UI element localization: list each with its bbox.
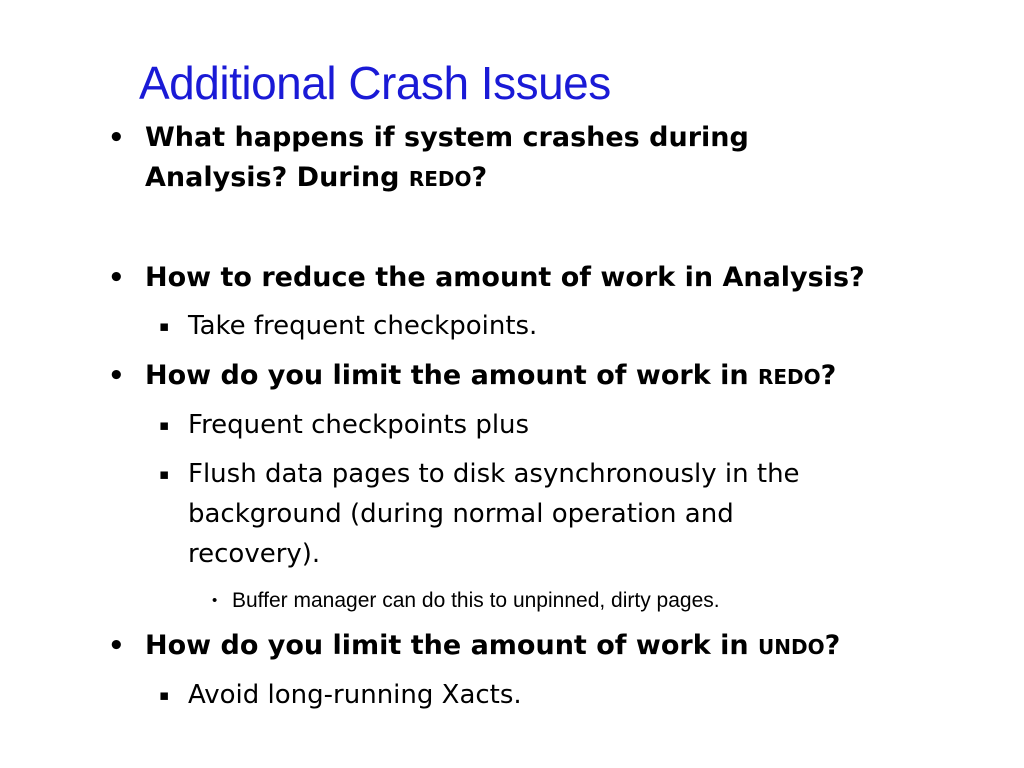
- subbullet-marker: ▪: [159, 686, 170, 704]
- subbullet-frequent-checkpoints-plus: [159, 405, 530, 445]
- bullet-text-line: [145, 626, 840, 667]
- bullet-marker: •: [108, 631, 125, 661]
- bullet-text-fragment: ?: [820, 360, 837, 391]
- bullet-limit-redo-work: [108, 356, 837, 397]
- bullet-text-line: [145, 356, 836, 397]
- bullet-marker: •: [108, 361, 125, 391]
- bullet-text-fragment: How do you limit the amount of work in: [145, 630, 758, 661]
- subbullet-marker: ▪: [159, 416, 170, 434]
- bullet-marker: •: [108, 123, 125, 153]
- bullet-text-line: [145, 158, 749, 199]
- subbullet-avoid-long-xacts: [159, 675, 522, 715]
- bullet-limit-undo-work: [108, 626, 841, 667]
- subbullet-take-checkpoints: [159, 306, 538, 346]
- subbullet-marker: ▪: [159, 317, 170, 335]
- bullet-text-fragment: ?: [824, 630, 841, 661]
- subbullet-text: Avoid long-running Xacts.: [188, 680, 522, 710]
- bullet-reduce-analysis-work: [108, 258, 865, 298]
- bullet-text: How to reduce the amount of work in Analysis?: [145, 262, 865, 293]
- subsubbullet-buffer-manager: [212, 587, 720, 615]
- subbullet-text-line: background (during normal operation and: [188, 499, 734, 529]
- subbullet-text-line: recovery).: [188, 539, 321, 569]
- bullet-crash-during-analysis: [108, 118, 749, 199]
- subbullet-marker: ▪: [159, 465, 170, 483]
- subbullet-flush-data-pages: [159, 454, 800, 574]
- redo-smallcaps: REDO: [408, 167, 472, 191]
- bullet-text-fragment: How do you limit the amount of work in: [145, 360, 758, 391]
- bullet-marker: •: [108, 263, 125, 293]
- undo-smallcaps: UNDO: [757, 635, 825, 659]
- subsubbullet-text: Buffer manager can do this to unpinned, dirty pages.: [232, 589, 720, 612]
- subbullet-text: Take frequent checkpoints.: [188, 311, 538, 341]
- bullet-text-line: What happens if system crashes during: [145, 122, 749, 153]
- bullet-text-fragment: ?: [471, 162, 488, 193]
- slide-title: Additional Crash Issues: [139, 57, 611, 109]
- subbullet-text: Frequent checkpoints plus: [188, 410, 530, 440]
- bullet-text-fragment: Analysis? During: [145, 162, 409, 193]
- subbullet-text-line: Flush data pages to disk asynchronously in the: [188, 459, 800, 489]
- subsubbullet-marker: •: [212, 592, 218, 609]
- redo-smallcaps: REDO: [757, 365, 821, 389]
